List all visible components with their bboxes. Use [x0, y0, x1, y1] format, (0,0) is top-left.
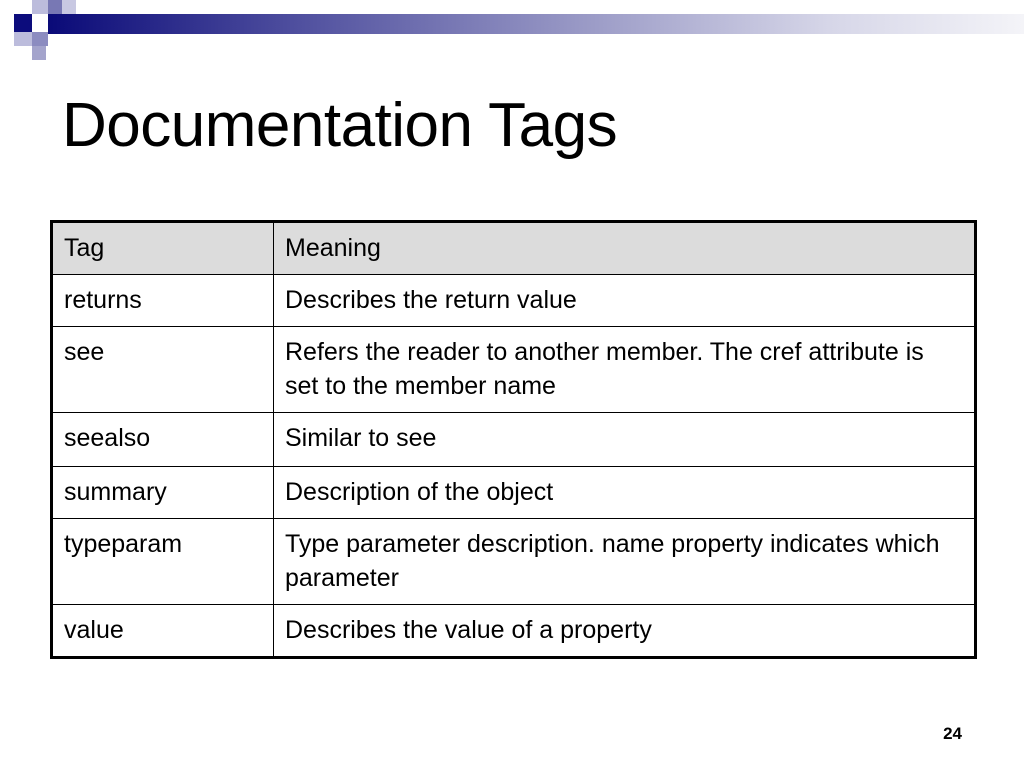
meaning-cell: Refers the reader to another member. The cref attribute is set to the member name — [274, 327, 976, 413]
table-header-row — [52, 222, 976, 275]
column-header-tag: Tag — [52, 222, 274, 275]
column-header-meaning: Meaning — [274, 222, 976, 275]
decor-square — [48, 0, 62, 14]
tag-cell: value — [52, 605, 274, 658]
table-row — [52, 275, 976, 327]
meaning-cell: Description of the object — [274, 467, 976, 519]
tag-cell: typeparam — [52, 519, 274, 605]
table-row — [52, 413, 976, 467]
meaning-cell: Describes the value of a property — [274, 605, 976, 658]
tag-cell: summary — [52, 467, 274, 519]
decor-square — [32, 0, 48, 14]
documentation-tags-table — [50, 220, 977, 659]
tag-cell: seealso — [52, 413, 274, 467]
meaning-cell: Similar to see — [274, 413, 976, 467]
page-number: 24 — [943, 724, 962, 743]
table-row — [52, 605, 976, 658]
tag-cell: returns — [52, 275, 274, 327]
table-row — [52, 519, 976, 605]
meaning-cell: Type parameter description. name property indicates which parameter — [274, 519, 976, 605]
decor-square — [62, 0, 76, 14]
slide-title: Documentation Tags — [62, 91, 618, 160]
meaning-cell: Describes the return value — [274, 275, 976, 327]
decor-square — [14, 32, 32, 46]
decor-square — [32, 32, 48, 46]
decor-square — [32, 46, 46, 60]
table-row — [52, 327, 976, 413]
tag-cell: see — [52, 327, 274, 413]
decorative-top-bar — [48, 14, 1024, 34]
decor-square — [14, 14, 32, 32]
decor-square — [32, 14, 48, 32]
table-row — [52, 467, 976, 519]
